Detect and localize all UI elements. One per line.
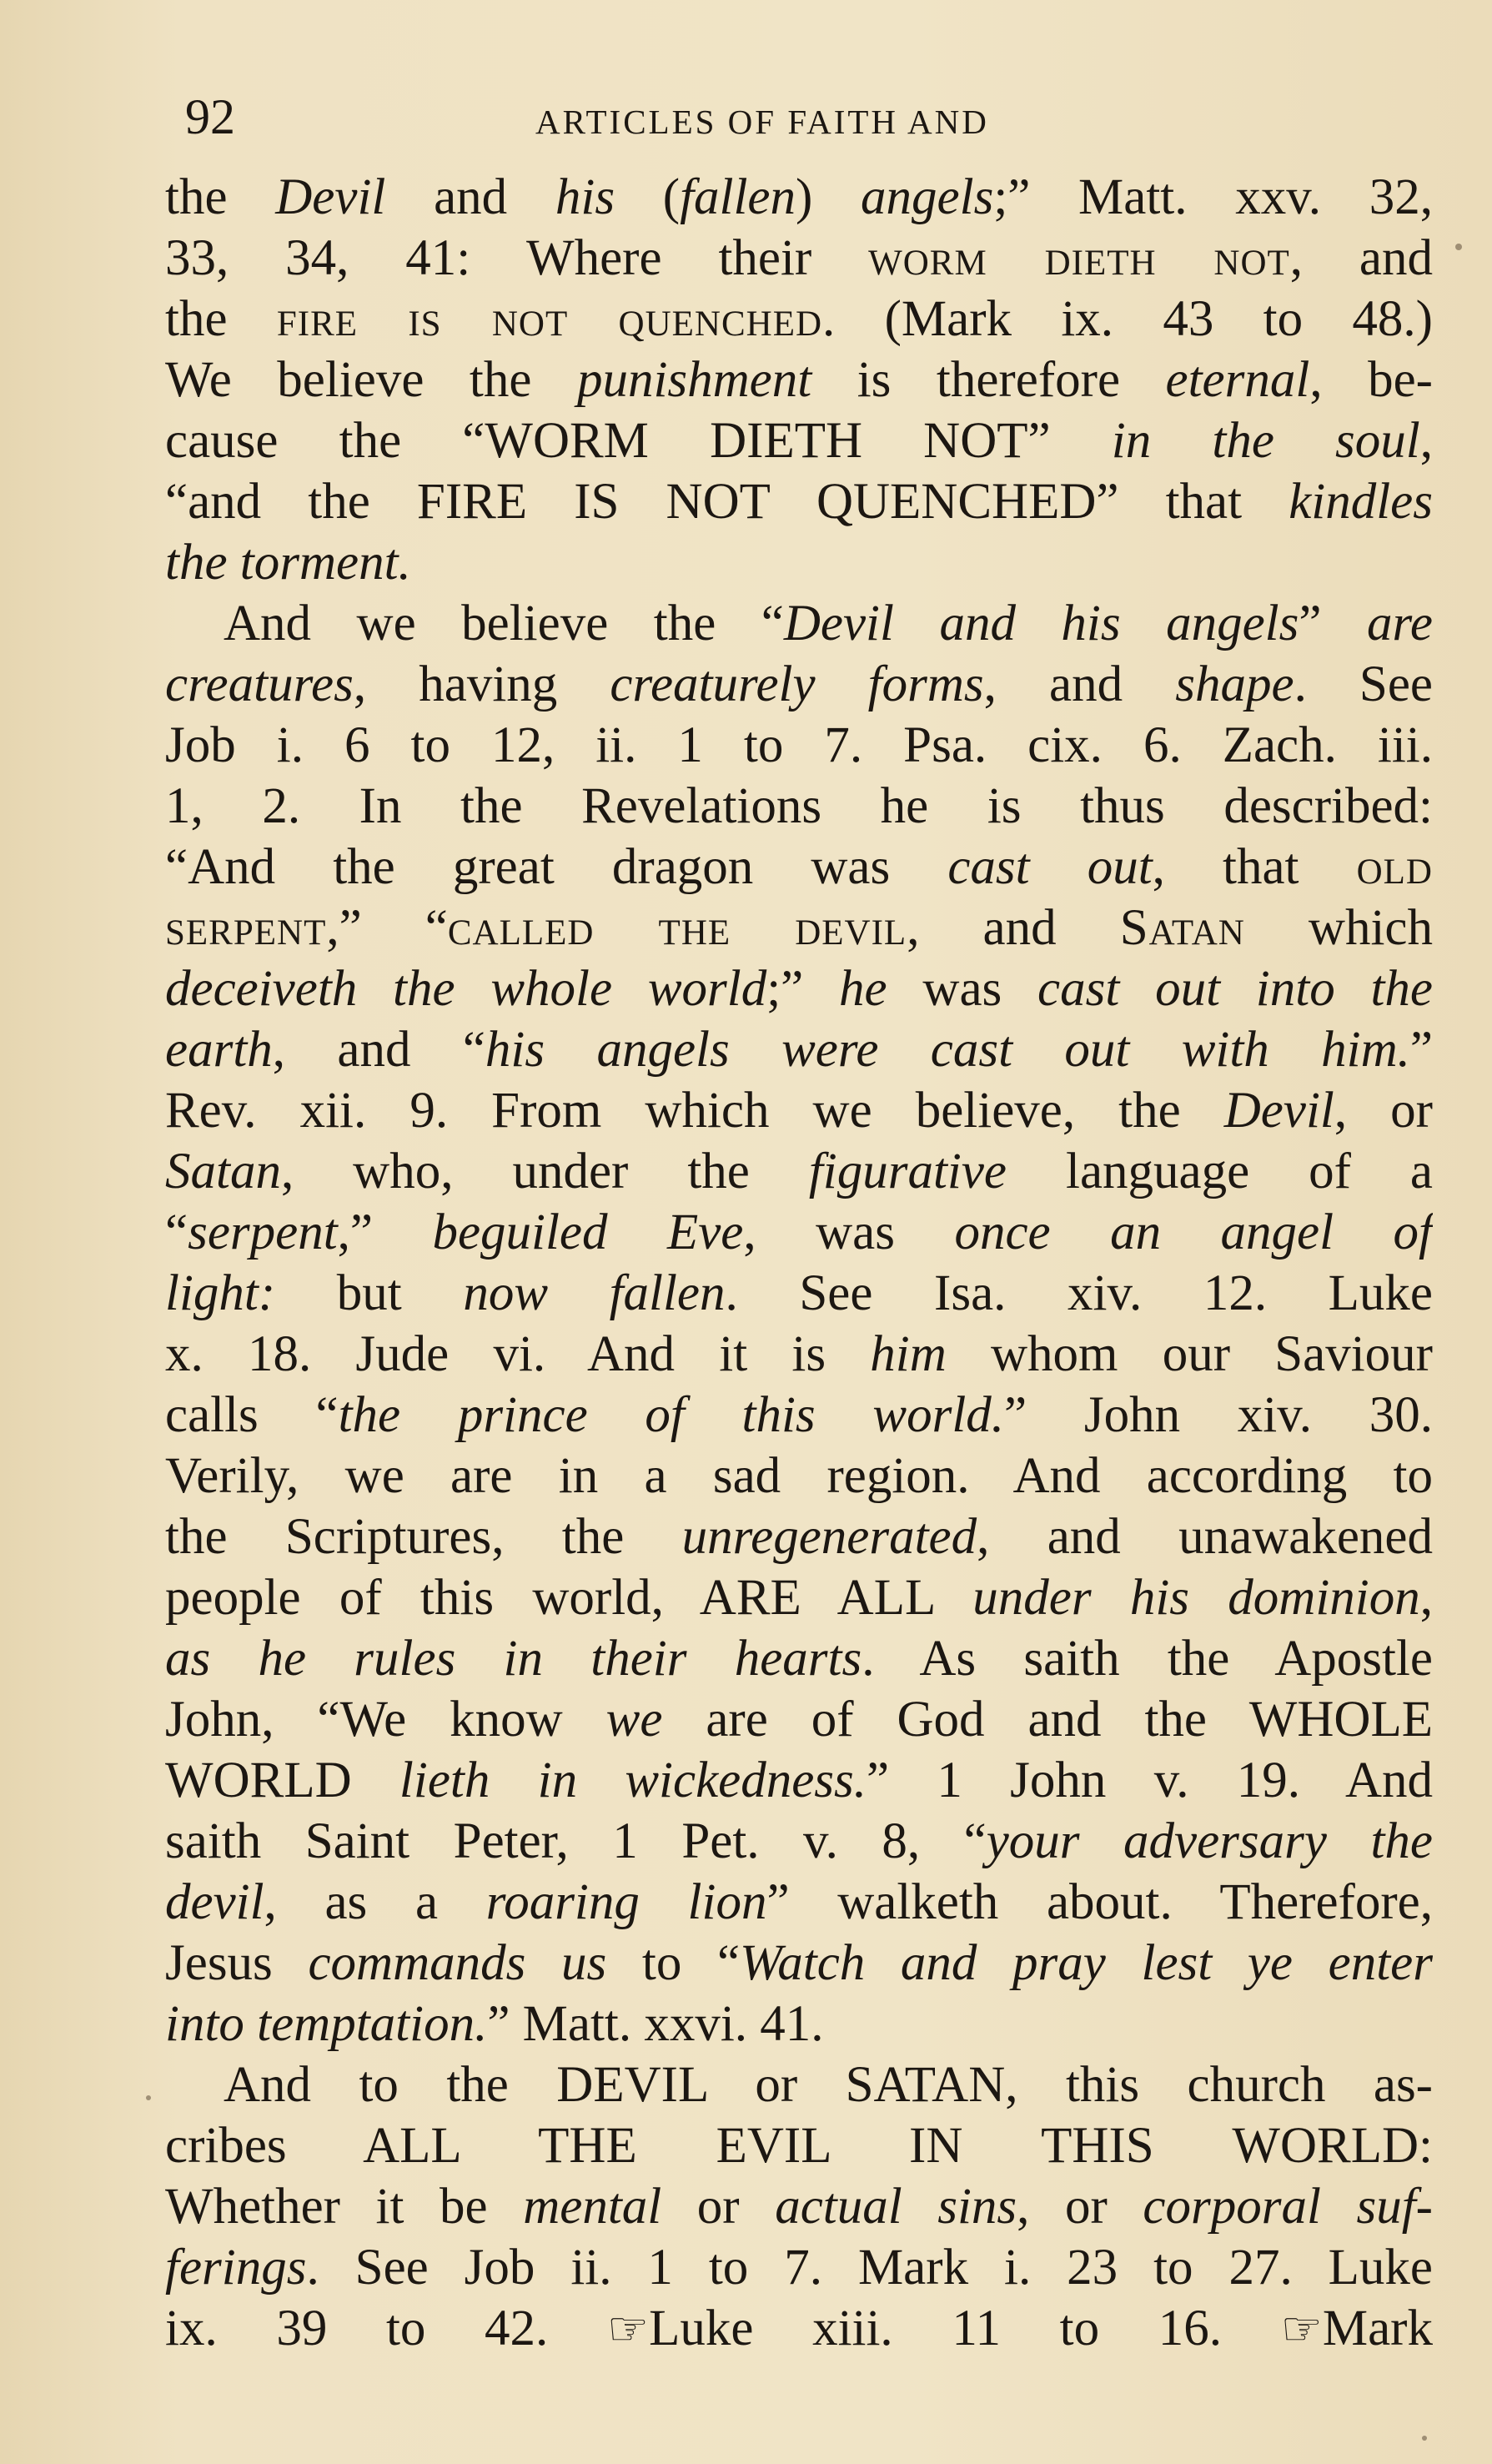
- text-line-7: the torment.: [165, 535, 411, 591]
- body-text: [165, 167, 1433, 2359]
- ink-speck: [1455, 244, 1462, 250]
- text-line-25: as he rules in their hearts. As saith the Apostle: [165, 1631, 1433, 1687]
- text-line-23: the Scriptures, the unregenerated, and unawakened: [165, 1509, 1433, 1565]
- text-line-34: Whether it be mental or actual sins, or corporal suf-: [165, 2179, 1433, 2235]
- text-line-15: earth, and “his angels were cast out with him.”: [165, 1022, 1433, 1078]
- text-line-9: creatures, having creaturely forms, and shape. See: [165, 656, 1433, 712]
- text-line-32: And to the DEVIL or SATAN, this church as-: [224, 2057, 1433, 2113]
- text-line-8: And we believe the “Devil and his angels” are: [224, 596, 1433, 651]
- text-line-31: into temptation.” Matt. xxvi. 41.: [165, 1996, 824, 2052]
- ink-speck: [1422, 2436, 1427, 2441]
- text-line-18: “serpent,” beguiled Eve, was once an angel of: [165, 1204, 1433, 1260]
- text-line-10: Job i. 6 to 12, ii. 1 to 7. Psa. cix. 6. Zach. iii.: [165, 717, 1433, 773]
- text-line-29: devil, as a roaring lion” walketh about. Therefore,: [165, 1874, 1433, 1930]
- page-header: [185, 83, 1436, 150]
- page-number: 92: [185, 89, 235, 144]
- pointing-hand-icon: ☞: [1280, 2304, 1323, 2356]
- text-line-1: the Devil and his (fallen) angels;” Matt. xxv. 32,: [165, 169, 1433, 225]
- text-line-16: Rev. xii. 9. From which we believe, the Devil, or: [165, 1083, 1433, 1139]
- text-line-17: Satan, who, under the figurative language of a: [165, 1144, 1433, 1199]
- text-line-30: Jesus commands us to “Watch and pray lest ye enter: [165, 1935, 1433, 1991]
- text-line-21: calls “the prince of this world.” John xiv. 30.: [165, 1387, 1433, 1443]
- text-line-26: John, “We know we are of God and the WHOLE: [165, 1692, 1433, 1747]
- text-line-33: cribes ALL THE EVIL IN THIS WORLD:: [165, 2118, 1433, 2174]
- text-line-36: ix. 39 to 42. ☞Luke xiii. 11 to 16. ☞Mark: [165, 2298, 1433, 2359]
- text-line-19: light: but now fallen. See Isa. xiv. 12. Luke: [165, 1265, 1433, 1321]
- text-line-12: “And the great dragon was cast out, that old: [165, 839, 1433, 895]
- text-line-28: saith Saint Peter, 1 Pet. v. 8, “your adversary the: [165, 1813, 1433, 1869]
- text-line-3: the fire is not quenched. (Mark ix. 43 to 48.): [165, 291, 1433, 347]
- pointing-hand-icon: ☞: [606, 2304, 650, 2356]
- text-line-22: Verily, we are in a sad region. And according to: [165, 1448, 1433, 1504]
- text-line-6: “and the FIRE IS NOT QUENCHED” that kindles: [165, 474, 1433, 530]
- text-line-20: x. 18. Jude vi. And it is him whom our Saviour: [165, 1326, 1433, 1382]
- text-line-4: We believe the punishment is therefore eternal, be-: [165, 352, 1433, 408]
- running-head: ARTICLES OF FAITH AND: [535, 103, 989, 141]
- ink-speck: [146, 2095, 151, 2100]
- text-line-2: 33, 34, 41: Where their worm dieth not, and: [165, 230, 1433, 286]
- text-line-11: 1, 2. In the Revelations he is thus described:: [165, 778, 1433, 834]
- text-line-13: serpent,” “called the devil, and Satan which: [165, 900, 1433, 956]
- text-line-14: deceiveth the whole world;” he was cast out into the: [165, 961, 1433, 1017]
- text-line-27: WORLD lieth in wickedness.” 1 John v. 19. And: [165, 1752, 1433, 1808]
- text-line-35: ferings. See Job ii. 1 to 7. Mark i. 23 to 27. Luke: [165, 2240, 1433, 2296]
- text-line-24: people of this world, ARE ALL under his dominion,: [165, 1570, 1433, 1626]
- text-line-5: cause the “WORM DIETH NOT” in the soul,: [165, 413, 1433, 469]
